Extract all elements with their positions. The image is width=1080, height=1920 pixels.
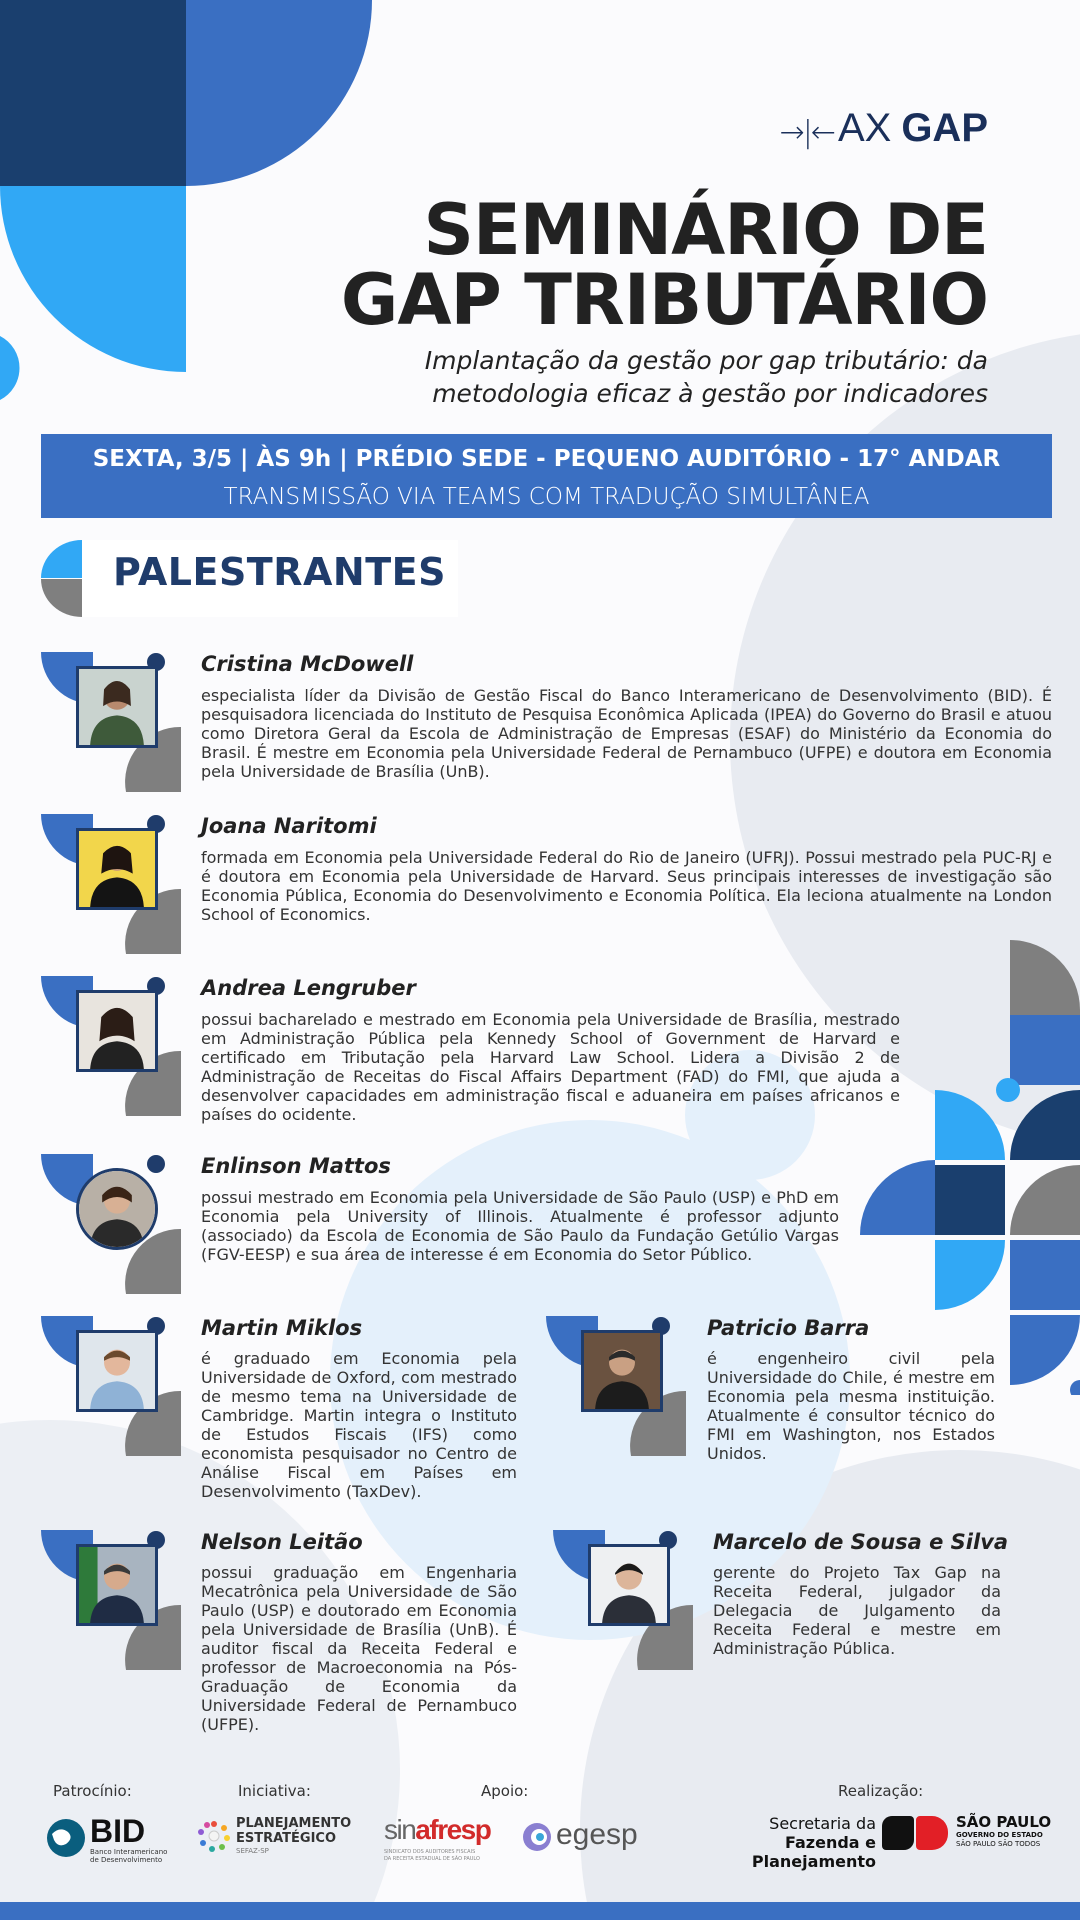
tax-gap-logo — [780, 108, 988, 148]
person-silhouette-icon — [591, 1547, 667, 1623]
subtitle-line-1: Implantação da gestão por gap tributário: da — [424, 346, 988, 375]
egesp-swirl-icon — [522, 1822, 552, 1852]
speaker-bio: possui graduação em Engenharia Mecatrônica pela Universidade de São Paulo (USP) e doutorado em Economia pela Universidade de Brasília (UnB). É auditor fiscal da Receita Federal e professor de Macroeconomia na Pós-Graduação de Economia da Universidade Federal de Pernambuco (UFPE). — [201, 1563, 517, 1734]
person-silhouette-icon — [79, 1547, 155, 1623]
bid-logo — [46, 1814, 166, 1866]
label-sponsor: Patrocínio: — [53, 1782, 132, 1800]
title-line-2: GAP TRIBUTÁRIO — [340, 259, 988, 341]
sp-mark-text — [882, 1816, 948, 1817]
speaker-photo — [76, 1330, 158, 1412]
event-date-location: SEXTA, 3/5 | ÀS 9h | PRÉDIO SEDE - PEQUENO AUDITÓRIO - 17° ANDAR — [92, 446, 1001, 472]
sinafresp-text-b: afresp — [415, 1814, 491, 1845]
sinafresp-sub-1: SINDICATO DOS AUDITORES FISCAIS — [384, 1849, 476, 1855]
speaker-name: Joana Naritomi — [201, 814, 377, 838]
bid-subtitle-1: Banco Interamericano — [90, 1848, 168, 1856]
speaker-name: Enlinson Mattos — [201, 1154, 391, 1178]
speaker-name: Martin Miklos — [201, 1316, 363, 1340]
speaker-bio: formada em Economia pela Universidade Federal do Rio de Janeiro (UFRJ). Possui mestrado pela PUC-RJ e é doutora em Economia pela Universidade de Harvard. Seus principais interesses de investigação são Economia Pública, Economia do Desenvolvimento e Economia Política. Ela leciona atualmente na London School of Economics. — [201, 848, 1052, 924]
person-silhouette-icon — [79, 993, 155, 1069]
sinafresp-logo — [384, 1814, 504, 1866]
speaker-bio: gerente do Projeto Tax Gap na Receita Federal, julgador da Delegacia de Julgamento da Receita Federal e mestre em Administração Pública. — [713, 1563, 1001, 1658]
person-silhouette-icon — [79, 669, 155, 745]
speaker-photo — [581, 1330, 663, 1412]
speaker-name: Nelson Leitão — [201, 1530, 363, 1554]
egesp-logo — [522, 1818, 642, 1858]
speaker-photo — [76, 1168, 158, 1250]
sinafresp-sub-2: DA RECEITA ESTADUAL DE SÃO PAULO — [384, 1856, 480, 1862]
sp-line-1: SÃO PAULO — [956, 1813, 1052, 1831]
section-header-shape — [41, 540, 83, 617]
sinafresp-text-a: sin — [384, 1814, 416, 1845]
person-silhouette-icon — [79, 1333, 155, 1409]
logo-arrows-mark: →|← — [779, 115, 834, 150]
speaker-bio: possui mestrado em Economia pela Universidade de São Paulo (USP) e PhD em Economia pela University of Illinois. Atualmente é professor adjunto (associado) da Escola de Economia de São Paulo da Fundação Getúlio Vargas (FGV-EESP) e sua área de interesse é em Economia do Setor Público. — [201, 1188, 839, 1264]
speaker-name: Marcelo de Sousa e Silva — [713, 1530, 1009, 1554]
speaker-name: Patricio Barra — [707, 1316, 870, 1340]
sinafresp-wordmark — [384, 1814, 490, 1846]
sp-mark-icon — [882, 1816, 950, 1850]
sp-government-text — [956, 1814, 1056, 1849]
secretaria-line-1: Secretaria da — [769, 1814, 876, 1833]
speaker-bio: especialista líder da Divisão de Gestão Fiscal do Banco Interamericano de Desenvolvimento (BID). É pesquisadora licenciada do Instituto de Pesquisa Econômica Aplicada (IPEA) do Governo do Brasil e atuou como Diretora Geral da Escola de Administração de Empresas (ESAF) do Ministério da Economia do Brasil. É mestre em Economia pela Universidade Federal de Pernambuco (UFPE) e doutora em Economia pela Universidade de Brasília (UnB). — [201, 686, 1052, 781]
speaker-photo — [588, 1544, 670, 1626]
bid-subtitle-2: de Desenvolvimento — [90, 1856, 163, 1864]
planejamento-line-1: PLANEJAMENTO — [236, 1816, 352, 1831]
person-silhouette-icon — [79, 1171, 155, 1247]
planejamento-burst-icon — [196, 1818, 232, 1854]
subtitle-line-2: metodologia eficaz à gestão por indicadores — [432, 379, 988, 408]
speaker-photo — [76, 666, 158, 748]
event-info-banner — [41, 434, 1052, 518]
speaker-photo — [76, 1544, 158, 1626]
speaker-name: Cristina McDowell — [201, 652, 414, 676]
egesp-wordmark: egesp — [556, 1818, 638, 1851]
sp-mark-p — [916, 1816, 948, 1850]
secretaria-logo — [664, 1814, 876, 1871]
planejamento-line-2: ESTRATÉGICO — [236, 1831, 337, 1846]
page-subtitle — [228, 344, 988, 410]
event-broadcast-info: TRANSMISSÃO VIA TEAMS COM TRADUÇÃO SIMULTÂNEA — [223, 484, 870, 510]
planejamento-logo — [196, 1816, 356, 1864]
footer-logos — [0, 1808, 1080, 1871]
secretaria-line-2: Fazenda e Planejamento — [751, 1833, 876, 1871]
speaker-bio: possui bacharelado e mestrado em Economia pela Universidade de Brasília, mestrado em Administração Pública pela Kennedy School of Government de Harvard e certificado em Tributação pela Harvard Law School. Lidera a Divisão 2 de Administração de Receitas do Fiscal Affairs Department (FAD) do FMI, que ajuda a desenvolver capacidades em administração fiscal e aduaneira em países africanos e países do ocidente. — [201, 1010, 900, 1124]
speaker-photo — [76, 990, 158, 1072]
speaker-bio: é graduado em Economia pela Universidade de Oxford, com mestrado de mesmo tema na Universidade de Cambridge. Martin integra o Instituto de Estudos Fiscais (IFS) como economista pesquisador no Centro de Análise Fiscal em Países em Desenvolvimento (TaxDev). — [201, 1349, 517, 1501]
logo-text-gap: GAP — [901, 106, 988, 150]
speaker-name: Andrea Lengruber — [201, 976, 416, 1000]
label-realization: Realização: — [838, 1782, 924, 1800]
section-title: PALESTRANTES — [113, 550, 446, 594]
bid-globe-icon — [46, 1818, 86, 1858]
speaker-photo — [76, 828, 158, 910]
bid-name: BID — [90, 1813, 146, 1849]
sp-line-3: SÃO PAULO SÃO TODOS — [956, 1840, 1041, 1848]
planejamento-sub: SEFAZ-SP — [236, 1847, 269, 1855]
label-initiative: Iniciativa: — [238, 1782, 311, 1800]
logo-text-tax: AX — [837, 106, 892, 150]
sp-line-2: GOVERNO DO ESTADO — [956, 1831, 1043, 1839]
sp-mark-s — [882, 1816, 914, 1850]
person-silhouette-icon — [584, 1333, 660, 1409]
page-title — [228, 189, 988, 341]
person-silhouette-icon — [79, 831, 155, 907]
title-line-1: SEMINÁRIO DE — [423, 189, 988, 271]
section-header — [41, 540, 458, 617]
bottom-bar — [0, 1902, 1080, 1920]
speaker-bio: é engenheiro civil pela Universidade do Chile, é mestre em Economia pela mesma instituição. Atualmente é consultor técnico do FMI em Washington, nos Estados Unidos. — [707, 1349, 995, 1463]
label-support: Apoio: — [481, 1782, 529, 1800]
